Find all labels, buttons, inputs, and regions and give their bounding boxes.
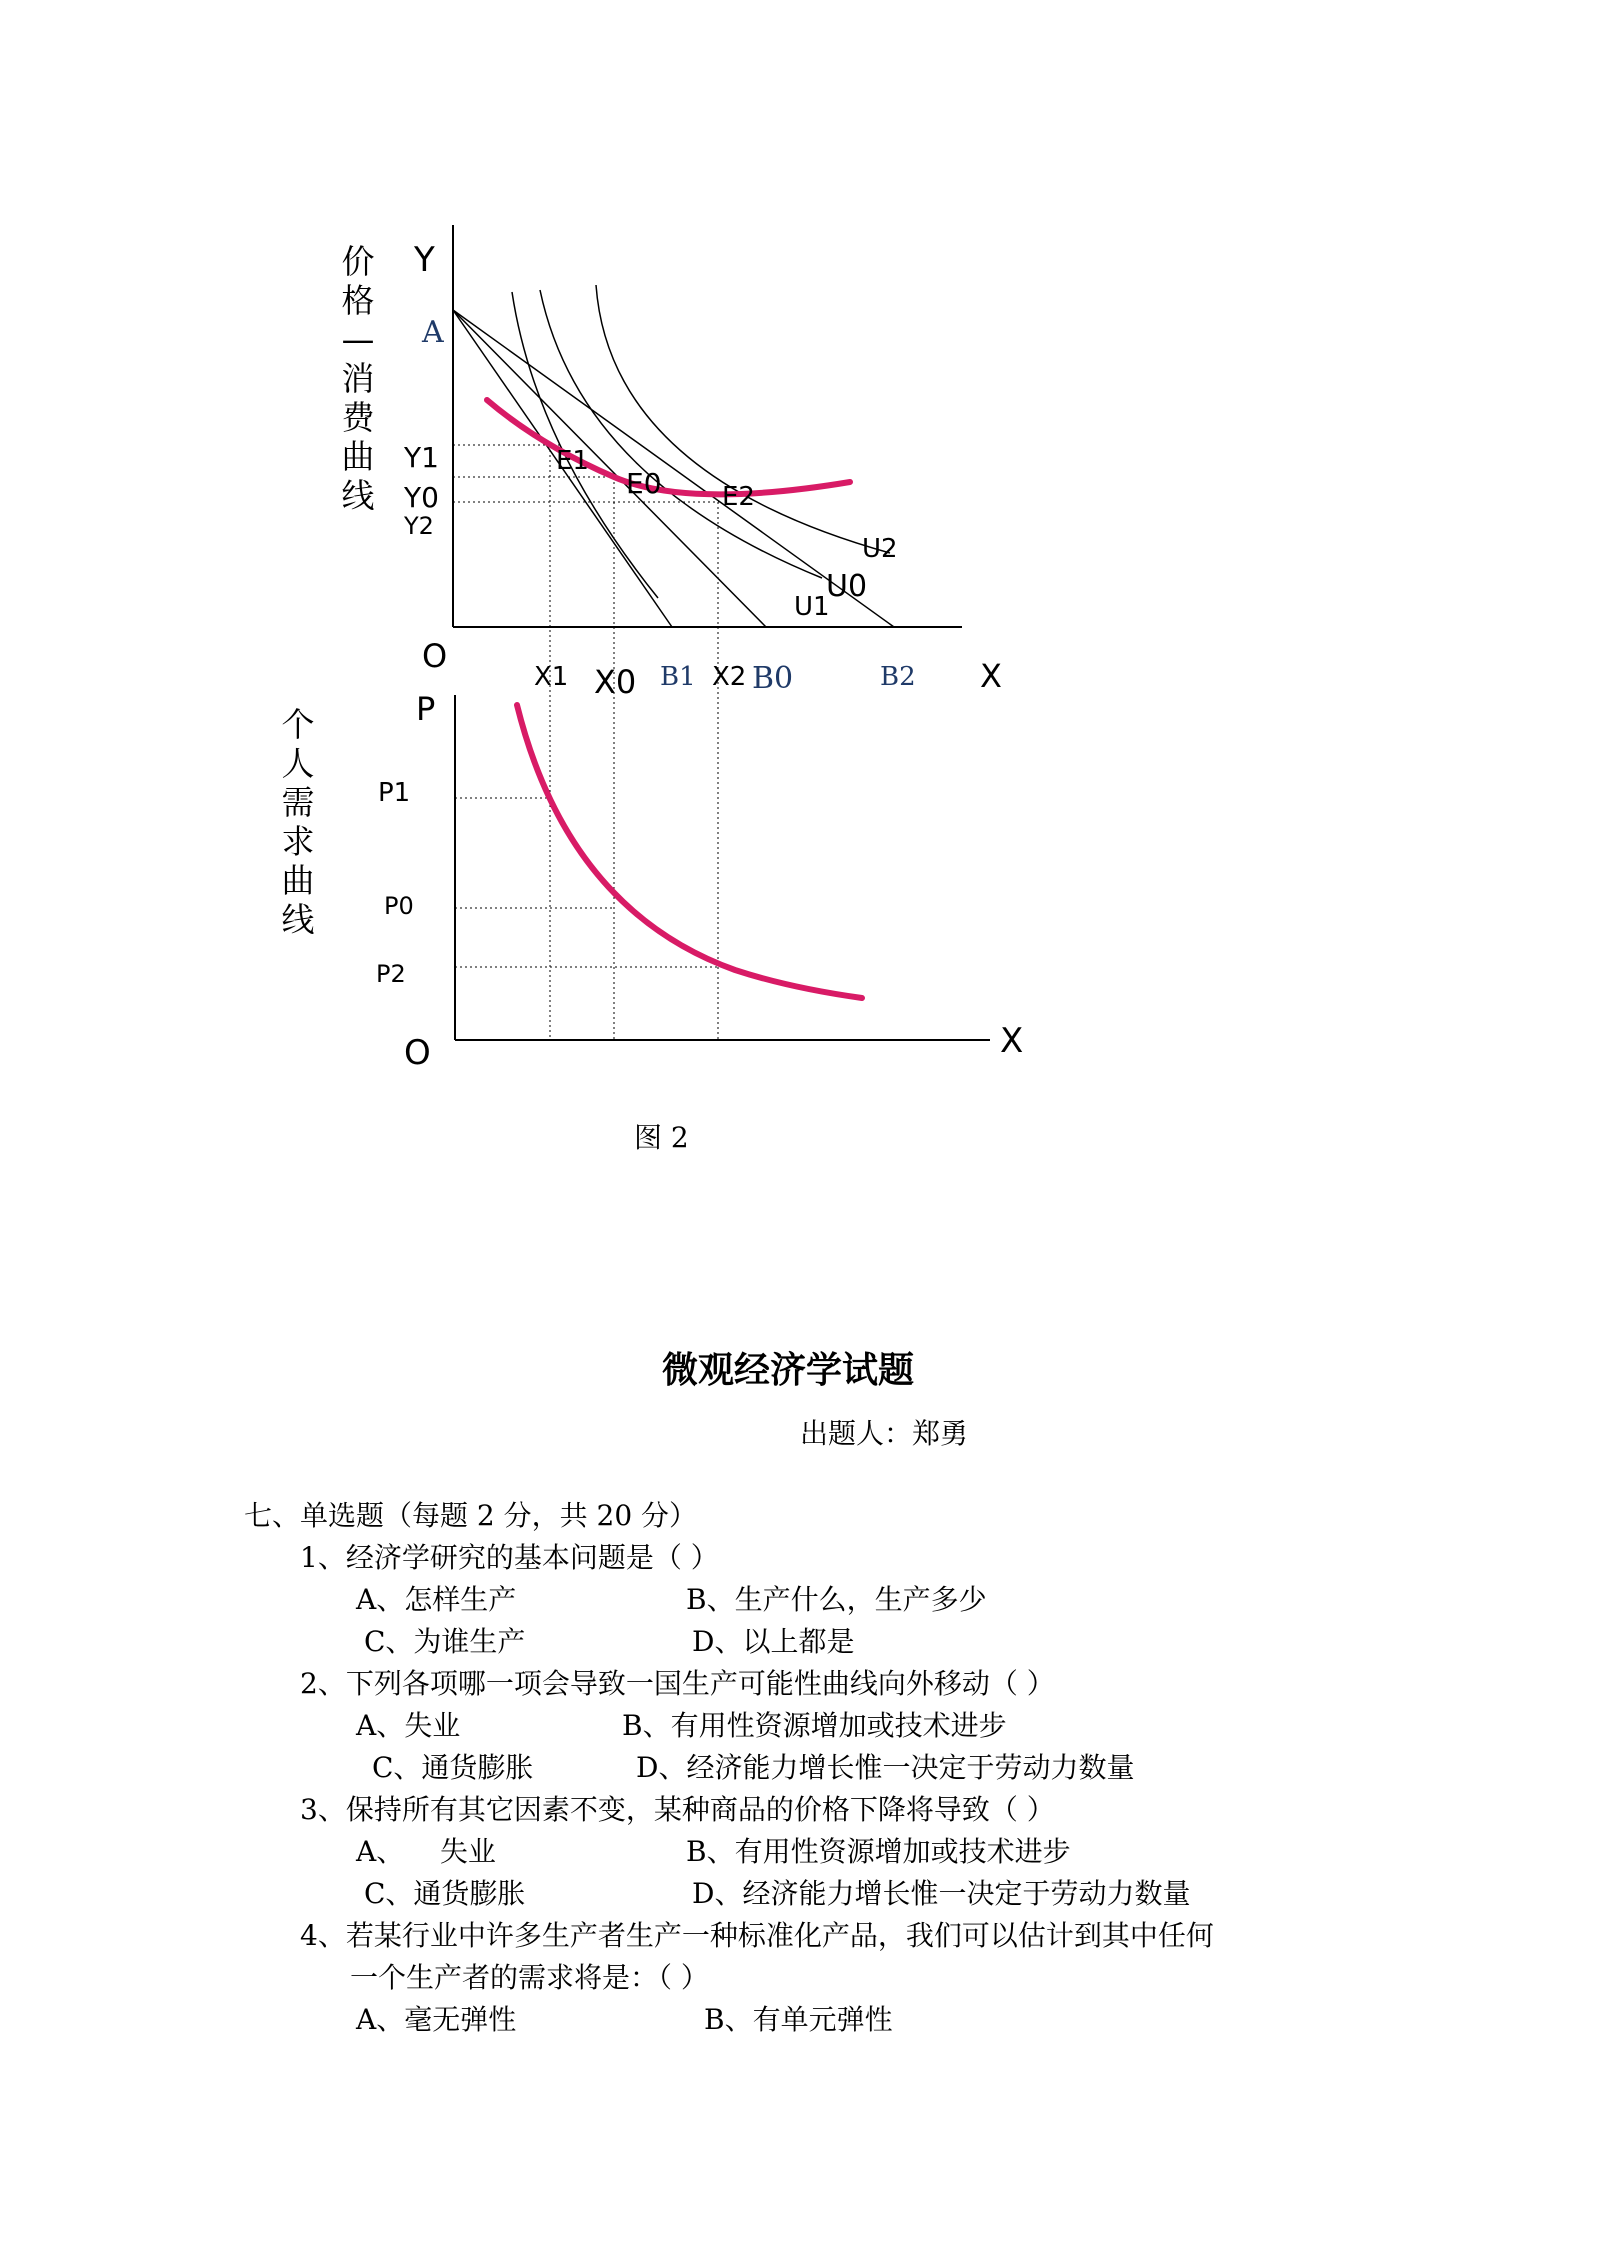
tick-p0: P0 bbox=[384, 892, 414, 920]
top-chart bbox=[453, 225, 962, 1040]
label-u1: U1 bbox=[794, 592, 830, 622]
tick-y2: Y2 bbox=[404, 512, 434, 540]
indifference-curve-u0 bbox=[540, 290, 822, 578]
intercept-a-label: A bbox=[422, 315, 444, 350]
question-3-option-b: B、有用性资源增加或技术进步 bbox=[686, 1835, 1071, 1868]
question-4-option-a: A、毫无弹性 bbox=[356, 2003, 517, 2036]
individual-demand-label: 个人需求曲线 bbox=[281, 705, 315, 939]
figure-caption: 图 2 bbox=[634, 1121, 689, 1154]
tick-p1: P1 bbox=[378, 778, 411, 808]
question-4-stem-cont: 一个生产者的需求将是：（ ） bbox=[350, 1961, 709, 1994]
tick-x0: X0 bbox=[594, 663, 637, 701]
tick-x1: X1 bbox=[534, 662, 569, 692]
budget-line-b0 bbox=[453, 310, 766, 627]
question-2-option-b: B、有用性资源增加或技术进步 bbox=[622, 1709, 1007, 1742]
top-origin-label: O bbox=[422, 637, 448, 675]
bottom-chart bbox=[455, 695, 990, 1040]
label-u2: U2 bbox=[862, 534, 898, 564]
question-1-option-b: B、生产什么，生产多少 bbox=[686, 1583, 987, 1616]
tick-y0: Y0 bbox=[404, 481, 439, 514]
bottom-x-axis-label: X bbox=[1000, 1021, 1024, 1061]
tick-b0: B0 bbox=[752, 661, 794, 696]
exam-title: 微观经济学试题 bbox=[662, 1349, 915, 1391]
question-1-option-d: D、以上都是 bbox=[692, 1625, 855, 1658]
tick-x2: X2 bbox=[712, 662, 747, 692]
top-y-axis-label: Y bbox=[414, 240, 435, 280]
bottom-origin-label: O bbox=[404, 1033, 431, 1073]
question-1-stem: 1、经济学研究的基本问题是（ ） bbox=[300, 1541, 719, 1574]
indifference-curve-u2 bbox=[596, 285, 890, 553]
question-3-option-c: C、通货膨胀 bbox=[364, 1877, 526, 1910]
top-guides bbox=[453, 445, 720, 1040]
question-1-option-a: A、怎样生产 bbox=[356, 1583, 517, 1616]
demand-curve bbox=[517, 705, 862, 998]
tick-y1: Y1 bbox=[404, 441, 439, 474]
top-x-axis-label: X bbox=[980, 657, 1002, 695]
tick-b2: B2 bbox=[880, 662, 916, 692]
question-2-option-c: C、通货膨胀 bbox=[372, 1751, 534, 1784]
question-4-stem: 4、若某行业中许多生产者生产一种标准化产品，我们可以估计到其中任何 bbox=[300, 1919, 1214, 1952]
question-2-stem: 2、下列各项哪一项会导致一国生产可能性曲线向外移动（ ） bbox=[300, 1667, 1055, 1700]
section-heading: 七、单选题（每题 2 分，共 20 分） bbox=[244, 1499, 698, 1532]
point-e2: E2 bbox=[722, 482, 755, 512]
exam-author: 出题人：郑勇 bbox=[800, 1417, 969, 1450]
point-e1: E1 bbox=[556, 446, 589, 476]
tick-b1: B1 bbox=[660, 662, 696, 692]
price-consumption-curve bbox=[487, 400, 850, 494]
question-1-option-c: C、为谁生产 bbox=[364, 1625, 526, 1658]
question-4-option-b: B、有单元弹性 bbox=[704, 2003, 893, 2036]
point-e0: E0 bbox=[626, 467, 662, 500]
question-3-stem: 3、保持所有其它因素不变，某种商品的价格下降将导致（ ） bbox=[300, 1793, 1055, 1826]
question-3-option-a: A、 失业 bbox=[356, 1835, 496, 1868]
bottom-y-axis-label: P bbox=[416, 690, 436, 728]
question-3-option-d: D、经济能力增长惟一决定于劳动力数量 bbox=[692, 1877, 1191, 1910]
question-2-option-a: A、失业 bbox=[356, 1709, 461, 1742]
label-u0: U0 bbox=[826, 569, 868, 604]
tick-p2: P2 bbox=[376, 960, 406, 988]
question-2-option-d: D、经济能力增长惟一决定于劳动力数量 bbox=[636, 1751, 1135, 1784]
price-consumption-label: 价格—消费曲线 bbox=[341, 242, 375, 515]
